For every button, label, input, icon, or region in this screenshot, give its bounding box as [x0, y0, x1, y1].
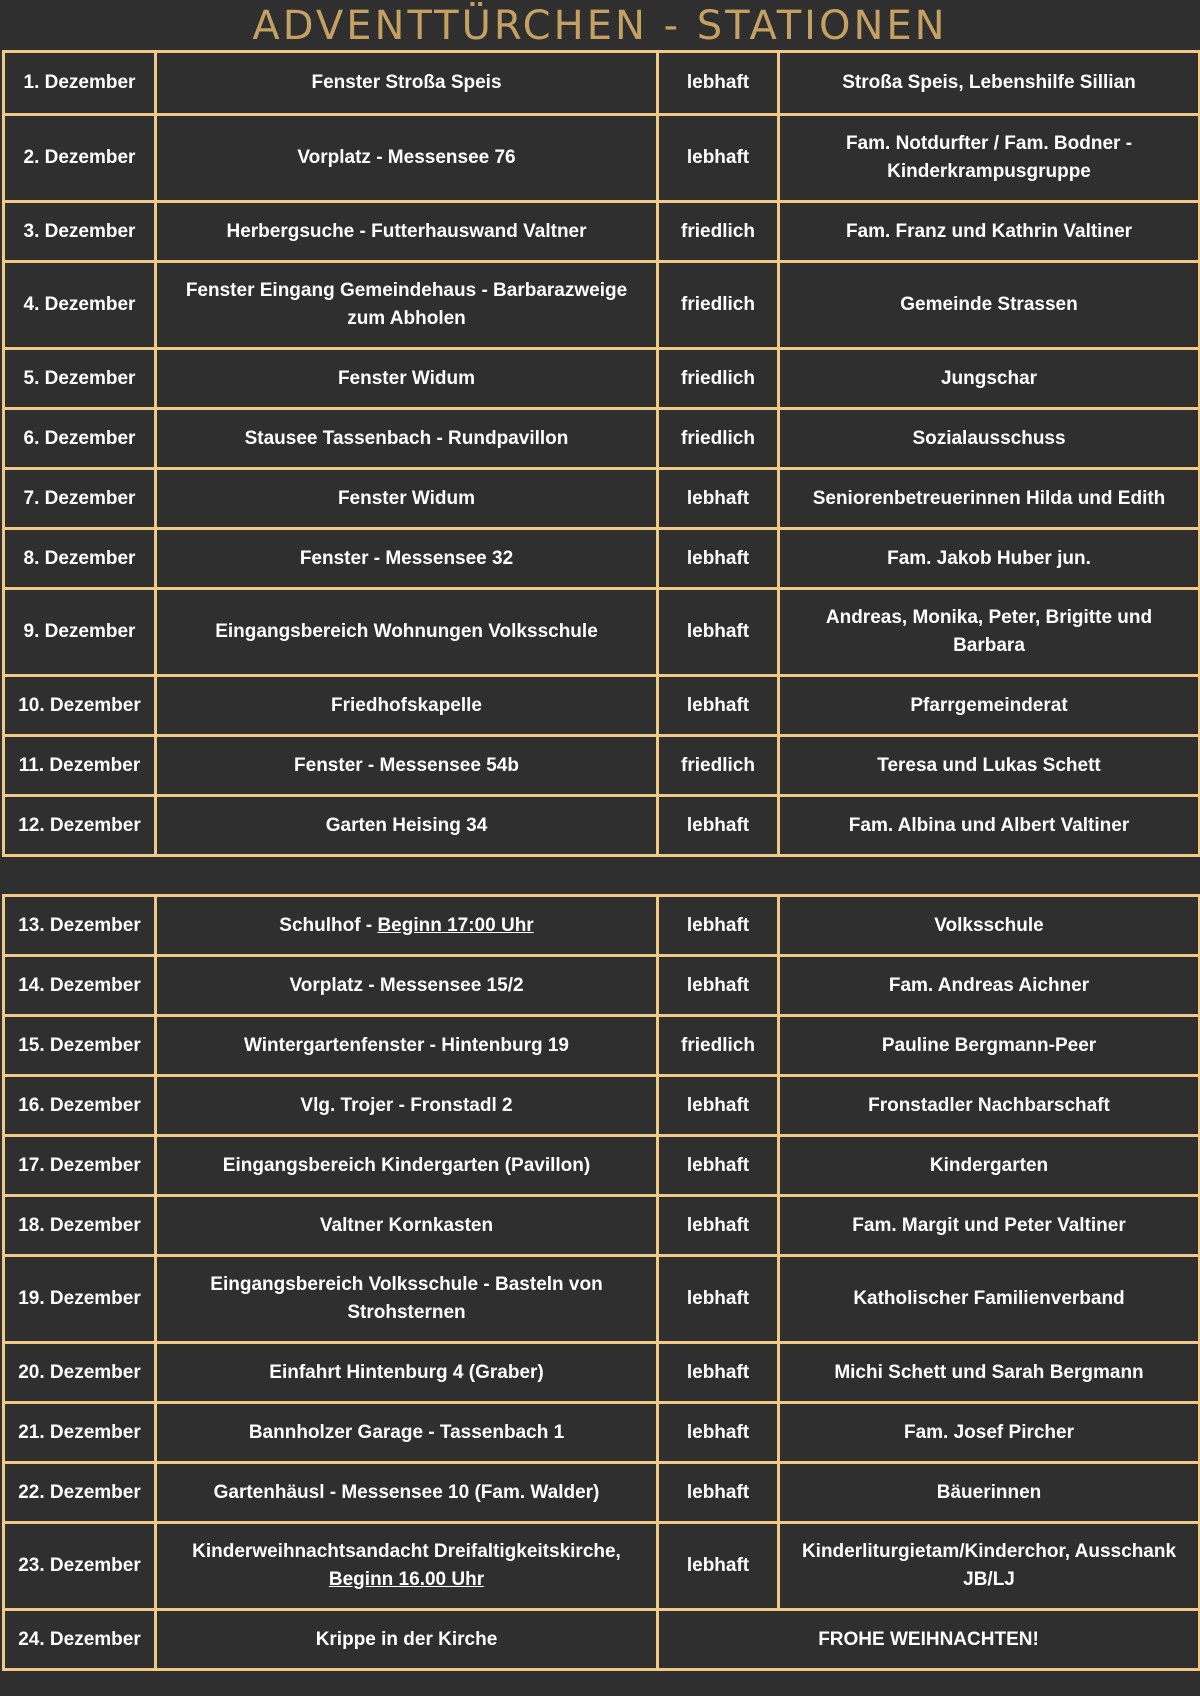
table-row — [4, 202, 1200, 262]
date-cell: 23. Dezember — [4, 1523, 156, 1610]
location-cell — [156, 896, 658, 956]
date-cell: 22. Dezember — [4, 1463, 156, 1523]
date-cell: 2. Dezember — [4, 115, 156, 202]
location-text: Stausee Tassenbach - Rundpavillon — [244, 427, 569, 449]
date-cell: 8. Dezember — [4, 529, 156, 589]
location-cell — [156, 202, 658, 262]
mood-cell: lebhaft — [658, 896, 779, 956]
page-title: ADVENTTÜRCHEN - STATIONEN — [252, 3, 948, 49]
location-cell — [156, 1610, 658, 1670]
location-text: Fenster Widum — [337, 487, 476, 509]
host-cell: Fam. Albina und Albert Valtiner — [779, 796, 1200, 856]
host-cell: Pfarrgemeinderat — [779, 676, 1200, 736]
date-cell: 15. Dezember — [4, 1016, 156, 1076]
location-cell — [156, 1463, 658, 1523]
location-text: Wintergartenfenster - Hintenburg 19 — [244, 1034, 569, 1056]
mood-cell: friedlich — [658, 202, 779, 262]
location-cell — [156, 676, 658, 736]
location-text: Vorplatz - Messensee 15/2 — [289, 974, 524, 996]
table-row — [4, 469, 1200, 529]
location-cell — [156, 589, 658, 676]
mood-cell: lebhaft — [658, 469, 779, 529]
location-cell — [156, 1523, 658, 1610]
stations-table-2 — [2, 894, 1200, 1671]
location-text: Kinderweihnachtsandacht Dreifaltigkeitskirche, — [192, 1541, 621, 1562]
start-time-note: Beginn 17:00 Uhr — [377, 914, 534, 936]
table-row — [4, 349, 1200, 409]
table-row — [4, 896, 1200, 956]
table-row — [4, 52, 1200, 115]
date-cell: 18. Dezember — [4, 1196, 156, 1256]
location-text: Eingangsbereich Kindergarten (Pavillon) — [222, 1154, 591, 1176]
location-cell — [156, 1196, 658, 1256]
location-text: Gartenhäusl - Messensee 10 (Fam. Walder) — [213, 1481, 600, 1503]
host-cell: Fam. Notdurfter / Fam. Bodner - Kinderkrampusgruppe — [779, 115, 1200, 202]
table-row — [4, 1196, 1200, 1256]
table-row — [4, 409, 1200, 469]
date-cell: 9. Dezember — [4, 589, 156, 676]
date-cell: 11. Dezember — [4, 736, 156, 796]
host-cell: Gemeinde Strassen — [779, 262, 1200, 349]
mood-cell: friedlich — [658, 349, 779, 409]
mood-cell: lebhaft — [658, 1076, 779, 1136]
greeting-cell: FROHE WEIHNACHTEN! — [658, 1610, 1200, 1670]
date-cell: 13. Dezember — [4, 896, 156, 956]
date-cell: 16. Dezember — [4, 1076, 156, 1136]
date-cell: 1. Dezember — [4, 52, 156, 115]
location-cell — [156, 736, 658, 796]
mood-cell: lebhaft — [658, 1343, 779, 1403]
stations-table-1 — [2, 50, 1200, 857]
location-text: Fenster Eingang Gemeindehaus - Barbarazweige zum Abholen — [185, 280, 628, 329]
location-cell — [156, 262, 658, 349]
date-cell: 14. Dezember — [4, 956, 156, 1016]
host-cell: Volksschule — [779, 896, 1200, 956]
mood-cell: lebhaft — [658, 1256, 779, 1343]
location-text: Fenster Stroßa Speis — [311, 72, 502, 93]
mood-cell: lebhaft — [658, 1523, 779, 1610]
table-row — [4, 1463, 1200, 1523]
date-cell: 19. Dezember — [4, 1256, 156, 1343]
date-cell: 3. Dezember — [4, 202, 156, 262]
location-cell — [156, 529, 658, 589]
mood-cell: lebhaft — [658, 52, 779, 115]
table-row — [4, 1523, 1200, 1610]
mood-cell: lebhaft — [658, 676, 779, 736]
date-cell: 12. Dezember — [4, 796, 156, 856]
mood-cell: friedlich — [658, 1016, 779, 1076]
table-row — [4, 956, 1200, 1016]
date-cell: 17. Dezember — [4, 1136, 156, 1196]
table-row — [4, 1016, 1200, 1076]
location-text: Bannholzer Garage - Tassenbach 1 — [248, 1421, 565, 1443]
date-cell: 5. Dezember — [4, 349, 156, 409]
host-cell: Sozialausschuss — [779, 409, 1200, 469]
location-text: Eingangsbereich Volksschule - Basteln von Strohsternen — [210, 1274, 603, 1323]
location-text: Fenster - Messensee 54b — [294, 754, 519, 776]
host-cell: Fam. Josef Pircher — [779, 1403, 1200, 1463]
host-cell: Pauline Bergmann-Peer — [779, 1016, 1200, 1076]
mood-cell: friedlich — [658, 262, 779, 349]
location-cell — [156, 1136, 658, 1196]
table-row — [4, 1343, 1200, 1403]
date-cell: 4. Dezember — [4, 262, 156, 349]
date-cell: 7. Dezember — [4, 469, 156, 529]
location-cell — [156, 115, 658, 202]
table-row — [4, 589, 1200, 676]
location-text: Fenster Widum — [337, 367, 476, 389]
location-text: Garten Heising 34 — [325, 814, 488, 836]
location-cell — [156, 409, 658, 469]
host-cell: Fam. Jakob Huber jun. — [779, 529, 1200, 589]
table-row — [4, 736, 1200, 796]
mood-cell: friedlich — [658, 736, 779, 796]
location-cell — [156, 469, 658, 529]
mood-cell: lebhaft — [658, 1403, 779, 1463]
table-row — [4, 1076, 1200, 1136]
location-cell — [156, 1343, 658, 1403]
location-text: Schulhof - — [279, 914, 378, 936]
table-row — [4, 676, 1200, 736]
location-text: Fenster - Messensee 32 — [299, 547, 514, 569]
mood-cell: lebhaft — [658, 1196, 779, 1256]
host-cell: Katholischer Familienverband — [779, 1256, 1200, 1343]
host-cell: Kindergarten — [779, 1136, 1200, 1196]
location-text: Eingangsbereich Wohnungen Volksschule — [215, 621, 598, 642]
mood-cell: lebhaft — [658, 1463, 779, 1523]
host-cell: Andreas, Monika, Peter, Brigitte und Barbara — [779, 589, 1200, 676]
location-text: Valtner Kornkasten — [319, 1214, 494, 1236]
mood-cell: lebhaft — [658, 589, 779, 676]
host-cell: Jungschar — [779, 349, 1200, 409]
location-cell — [156, 1016, 658, 1076]
date-cell: 6. Dezember — [4, 409, 156, 469]
host-cell: Fam. Margit und Peter Valtiner — [779, 1196, 1200, 1256]
host-cell: Fronstadler Nachbarschaft — [779, 1076, 1200, 1136]
location-cell — [156, 349, 658, 409]
table-row — [4, 1256, 1200, 1343]
table-row — [4, 1136, 1200, 1196]
location-cell — [156, 1076, 658, 1136]
date-cell: 24. Dezember — [4, 1610, 156, 1670]
location-cell — [156, 1403, 658, 1463]
location-cell — [156, 956, 658, 1016]
location-text: Einfahrt Hintenburg 4 (Graber) — [269, 1361, 544, 1383]
table-row — [4, 529, 1200, 589]
host-cell: Stroßa Speis, Lebenshilfe Sillian — [779, 52, 1200, 115]
table-row — [4, 115, 1200, 202]
host-cell: Bäuerinnen — [779, 1463, 1200, 1523]
host-cell: Teresa und Lukas Schett — [779, 736, 1200, 796]
host-cell: Fam. Franz und Kathrin Valtiner — [779, 202, 1200, 262]
host-cell: Michi Schett und Sarah Bergmann — [779, 1343, 1200, 1403]
host-cell: Kinderliturgietam/Kinderchor, Ausschank JB/LJ — [779, 1523, 1200, 1610]
location-text: Vlg. Trojer - Fronstadl 2 — [300, 1094, 513, 1116]
host-cell: Fam. Andreas Aichner — [779, 956, 1200, 1016]
location-cell — [156, 796, 658, 856]
table-row — [4, 1403, 1200, 1463]
table-row — [4, 262, 1200, 349]
location-text: Vorplatz - Messensee 76 — [297, 147, 516, 168]
location-text: Krippe in der Kirche — [315, 1628, 498, 1650]
date-cell: 20. Dezember — [4, 1343, 156, 1403]
start-time-note: Beginn 16.00 Uhr — [328, 1569, 485, 1590]
table-row — [4, 796, 1200, 856]
date-cell: 10. Dezember — [4, 676, 156, 736]
date-cell: 21. Dezember — [4, 1403, 156, 1463]
location-text: Herbergsuche - Futterhauswand Valtner — [226, 220, 587, 242]
location-cell — [156, 1256, 658, 1343]
location-text: Friedhofskapelle — [331, 694, 482, 716]
mood-cell: lebhaft — [658, 529, 779, 589]
mood-cell: friedlich — [658, 409, 779, 469]
host-cell: Seniorenbetreuerinnen Hilda und Edith — [779, 469, 1200, 529]
table-row — [4, 1610, 1200, 1670]
mood-cell: lebhaft — [658, 956, 779, 1016]
mood-cell: lebhaft — [658, 796, 779, 856]
location-cell — [156, 52, 658, 115]
mood-cell: lebhaft — [658, 1136, 779, 1196]
mood-cell: lebhaft — [658, 115, 779, 202]
